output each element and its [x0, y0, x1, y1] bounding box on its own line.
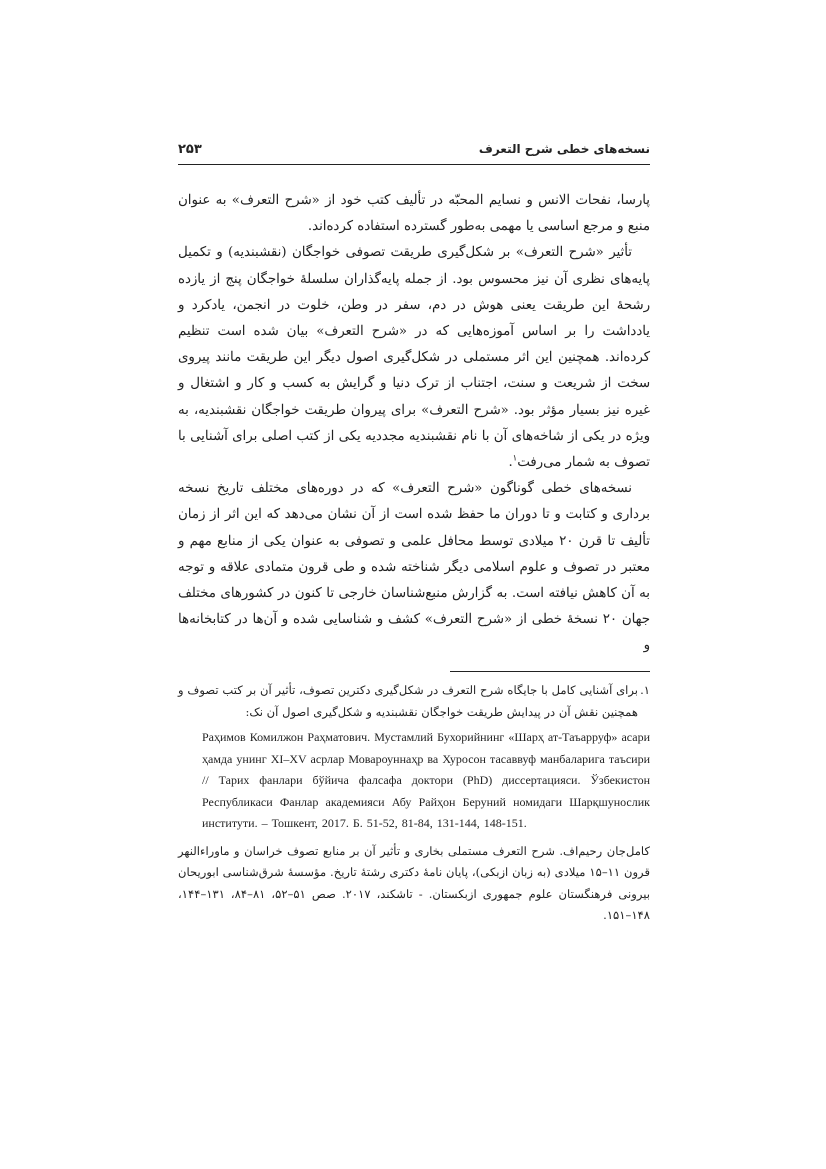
page-number: ۲۵۳ [178, 142, 202, 157]
footnote-reference[interactable]: ۱ [512, 453, 518, 464]
body-text [178, 188, 650, 660]
running-title: نسخه‌های خطی شرح التعرف [478, 142, 650, 156]
footnote-persian-reference: کامل‌جان رحیم‌اف. شرح التعرف مستملی بخاری و تأثیر آن بر منابع تصوف خراسان و ماوراءالنهر قرون ۱۱–۱۵ میلادی (به زبان ازبکی)، پایان نامهٔ دکتری رشتهٔ تاریخ. مؤسسهٔ شرق‌شناسی ابوریحان بیرونی فرهنگستان علوم جمهوری ازبکستان. - تاشکند، ۲۰۱۷. صص ۵۱–۵۲، ۸۱–۸۴، ۱۳۱–۱۴۴، ۱۴۸–۱۵۱. [178, 843, 650, 922]
paragraph-3: نسخه‌های خطی گوناگون «شرح التعرف» که در دوره‌های مختلف تاریخ نسخه برداری و کتابت و تا دوران ما حفظ شده است از آن نشان می‌دهد که این اثر از زمان تألیف تا قرن ۲۰ میلادی توسط محافل علمی و تصوفی به عنوان یکی از منابع مهم و معتبر در تصوف و علوم اسلامی دیگر شناخته شده و طی قرون متمادی علاقه و توجه به آن کاهش نیافته است. به گزارش منبع‌شناسان خارجی تا کنون در کشورهای مختلف جهان ۲۰ نسخهٔ خطی از «شرح التعرف» کشف و شناسایی شده و آن‌ها در کتابخانه‌ها و [178, 481, 650, 654]
footnote-1-intro-text: برای آشنایی کامل با جایگاه شرح التعرف در شکل‌گیری دکترین تصوف، تأثیر آن بر کتب تصوف و همچنین نقش آن در پیدایش طریقت خواجگان نقشبندیه و شکل‌گیری اصول آن نک: [178, 683, 638, 719]
paragraph-1: پارسا، نفحات الانس و نسایم المحبّه در تألیف کتب خود از «شرح التعرف» به عنوان منبع و مرجع اساسی یا مهمی به‌طور گسترده استفاده کرده‌اند. [178, 193, 650, 235]
footnote-divider [450, 671, 650, 672]
paragraph-2-end: . [508, 455, 513, 471]
paragraph-2-text: تأثیر «شرح التعرف» بر شکل‌گیری طریقت تصوفی خواجگان (نقشبندیه) و تکمیل پایه‌های نظری آن نیز محسوس بود. از جمله پایه‌گذاران سلسلهٔ خواجگان پنج از یازده رشحهٔ این طریقت یعنی هوش در دم، سفر در وطن، خلوت در انجمن، یادکرد و یادداشت را بر اساس آموزه‌هایی که در «شرح التعرف» بیان شده است تنظیم کرده‌اند. همچنین این اثر مستملی در شکل‌گیری اصول دیگر این طریقت مانند پیروی سخت از شریعت و سنت، اجتناب از ترک دنیا و گرایش به کسب و کار و اشتغال و غیره نیز بسیار مؤثر بود. «شرح التعرف» برای پیروان طریقت خواجگان نقشبندیه، به ویژه در یکی از شاخه‌های آن با نام نقشبندیه مجددیه یکی از کتب اصلی برای آشنایی با تصوف به شمار می‌رفت [178, 245, 650, 471]
footnote-1-intro [178, 680, 650, 723]
footnotes [178, 680, 650, 927]
footnote-cyrillic-reference: Раҳимов Комилжон Раҳматович. Мустамлий Бухорийнинг «Шарҳ ат-Таъарруф» асари ҳамда унинг XI–XV асрлар Мовароуннаҳр ва Хуросон тасаввуф манбаларига таъсири // Тарих фанлари бўйича фалсафа доктори (PhD) диссертацияси. Ўзбекистон Республикаси Фанлар академияси Абу Райҳон Беруний номидаги Шарқшунослик институти. – Тошкент, 2017. Б. 51-52, 81-84, 131-144, 148-151. [202, 730, 650, 830]
paragraph-2 [178, 240, 650, 476]
running-header [178, 142, 650, 165]
footnote-number: ۱. [640, 683, 650, 697]
